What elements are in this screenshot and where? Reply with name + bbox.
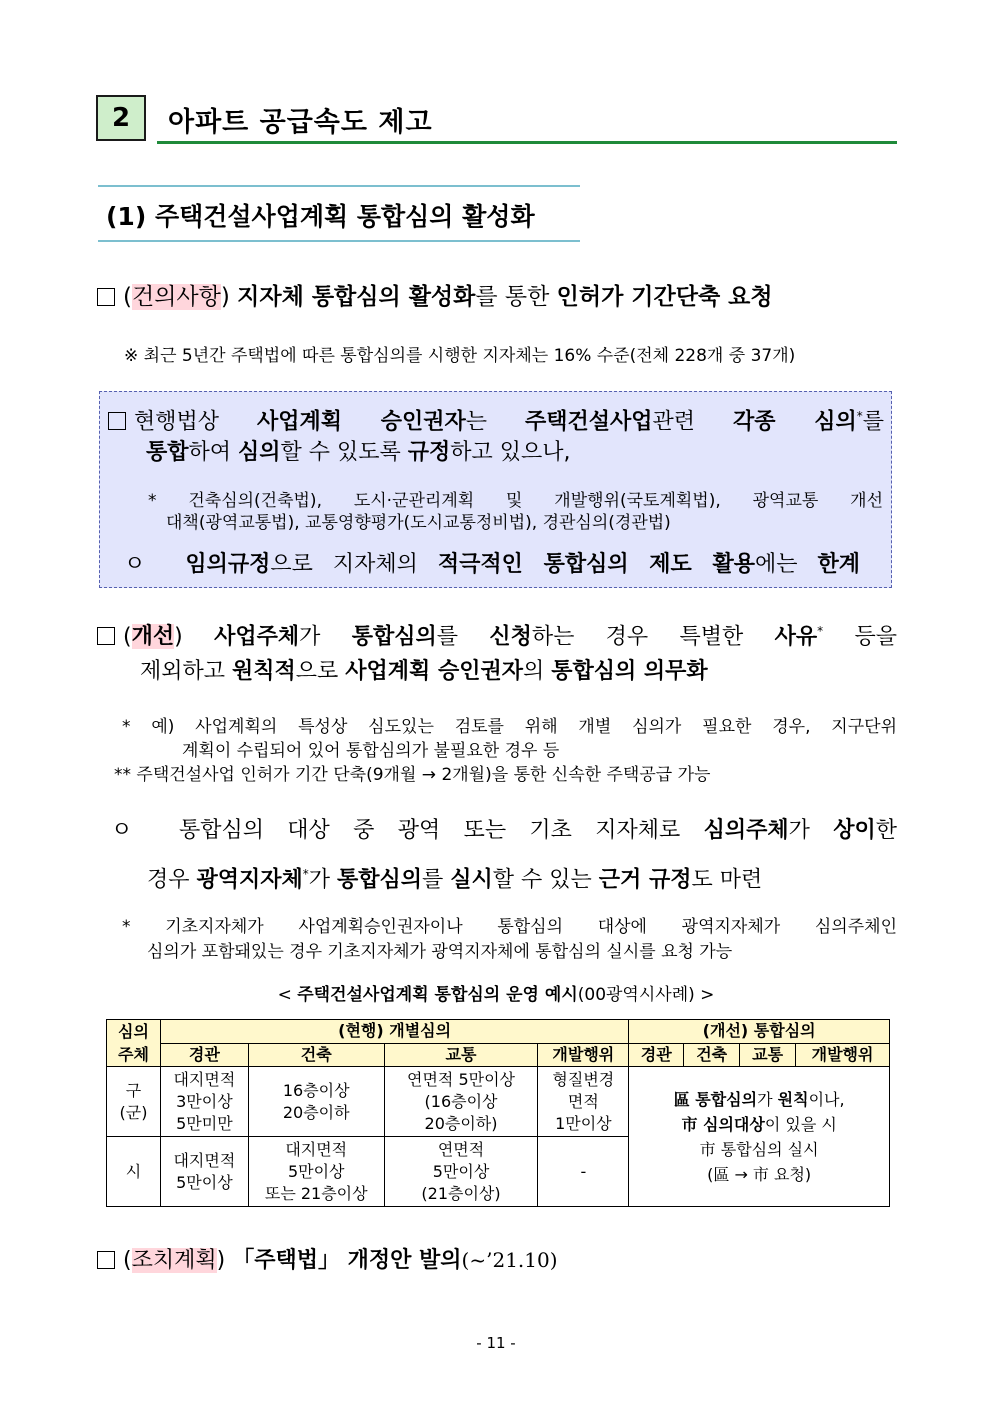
item-improvement-line-2: 제외하고 원칙적으로 사업계획 승인권자의 통합심의 의무화 (140, 659, 708, 684)
merged-integrated-review: 區 통합심의가 원칙이나, 市 심의대상이 있을 시 市 통합심의 실시 (區 → 市 요청) (629, 1067, 890, 1207)
section-title: 아파트 공급속도 제고 (168, 107, 433, 138)
example-table (106, 1019, 890, 1207)
col2-landscape: 경관 (629, 1043, 684, 1067)
col2-traffic: 교통 (740, 1043, 796, 1067)
header-current: (현행) 개별심의 (160, 1020, 628, 1044)
note-example-1: * 예) 사업계획의 특성상 심도있는 검토를 위해 개별 심의가 필요한 경우, 지구단위 (122, 717, 897, 737)
checkbox-icon (97, 627, 115, 645)
box-line-3: ㅇ 임의규정으로 지자체의 적극적인 통합심의 제도 활용에는 한계 (124, 552, 860, 577)
note-statistics: ※ 최근 5년간 주택법에 따른 통합심의를 시행한 지자체는 16% 수준(전체 228개 중 37개) (124, 346, 796, 366)
row-district-development: 형질변경 면적 1만이상 (538, 1067, 629, 1137)
item-improvement-line-1: (개선) 사업주체가 통합심의를 신청하는 경우 특별한 사유* 등을 (97, 616, 897, 652)
note-basic-local-1: * 기초지자체가 사업계획승인권자이나 통합심의 대상에 광역지자체가 심의주체인 (122, 917, 897, 937)
item-wide-area-line-2: 경우 광역지자체*가 통합심의를 실시할 수 있는 근거 규정도 마련 (147, 867, 763, 893)
box-note-line-2: 대책(광역교통법), 교통영향평가(도시교통정비법), 경관심의(경관법) (166, 513, 671, 533)
subsection-top-line (98, 185, 580, 187)
subsection-title: (1) 주택건설사업계획 통합심의 활성화 (106, 202, 535, 231)
tag-suggestion: 건의사항 (131, 284, 221, 310)
table-caption: < 주택건설사업계획 통합심의 운영 예시(00광역시사례) > (277, 985, 715, 1005)
col2-development: 개발행위 (796, 1043, 890, 1067)
col-development: 개발행위 (538, 1043, 629, 1067)
checkbox-icon (97, 288, 115, 306)
row-district-building: 16층이상 20층이하 (248, 1067, 384, 1137)
row-city-traffic: 연면적 5만이상 (21층이상) (384, 1137, 538, 1207)
row-city-development: - (538, 1137, 629, 1207)
section-underline (157, 141, 897, 144)
checkbox-icon (97, 1251, 115, 1269)
box-line-1: 현행법상 사업계획 승인권자는 주택건설사업관련 각종 심의*를 (108, 401, 884, 437)
row-city-subject: 시 (107, 1137, 161, 1207)
row-city-landscape: 대지면적 5만이상 (160, 1137, 248, 1207)
box-note-line-1: * 건축심의(건축법), 도시·군관리계획 및 개발행위(국토계획법), 광역교통 개선 (148, 491, 883, 511)
section-number: 2 (96, 95, 146, 141)
row-district-subject: 구 (군) (107, 1067, 161, 1137)
item-wide-area-line-1: ㅇ 통합심의 대상 중 광역 또는 기초 지자체로 심의주체가 상이한 (111, 818, 897, 843)
tag-improvement: 개선 (131, 624, 175, 650)
box-line-2: 통합하여 심의할 수 있도록 규정하고 있으나, (146, 440, 571, 465)
note-double-star: ** 주택건설사업 인허가 기간 단축(9개월 → 2개월)을 통한 신속한 주택공급 가능 (114, 765, 711, 785)
page-number: - 11 - (476, 1334, 516, 1352)
subsection-bottom-line (98, 240, 580, 242)
header-improved: (개선) 통합심의 (629, 1020, 890, 1044)
col2-building: 건축 (684, 1043, 740, 1067)
item-action-plan: (조치계획) 「주택법」 개정안 발의(~’21.10) (97, 1245, 897, 1276)
col-traffic: 교통 (384, 1043, 538, 1067)
checkbox-icon (108, 412, 126, 430)
item-suggestion: (건의사항) 지자체 통합심의 활성화를 통한 인허가 기간단축 요청 (97, 282, 897, 312)
col-landscape: 경관 (160, 1043, 248, 1067)
note-basic-local-2: 심의가 포함돼있는 경우 기초지자체가 광역지자체에 통합심의 실시를 요청 가능 (147, 942, 733, 962)
tag-action-plan: 조치계획 (131, 1248, 217, 1273)
row-city-building: 대지면적 5만이상 또는 21층이상 (248, 1137, 384, 1207)
note-example-2: 계획이 수립되어 있어 통합심의가 불필요한 경우 등 (182, 741, 560, 761)
row-district-landscape: 대지면적 3만이상 5만미만 (160, 1067, 248, 1137)
row-district-traffic: 연면적 5만이상 (16층이상 20층이하) (384, 1067, 538, 1137)
col-building: 건축 (248, 1043, 384, 1067)
header-subject: 심의 주체 (107, 1020, 161, 1067)
